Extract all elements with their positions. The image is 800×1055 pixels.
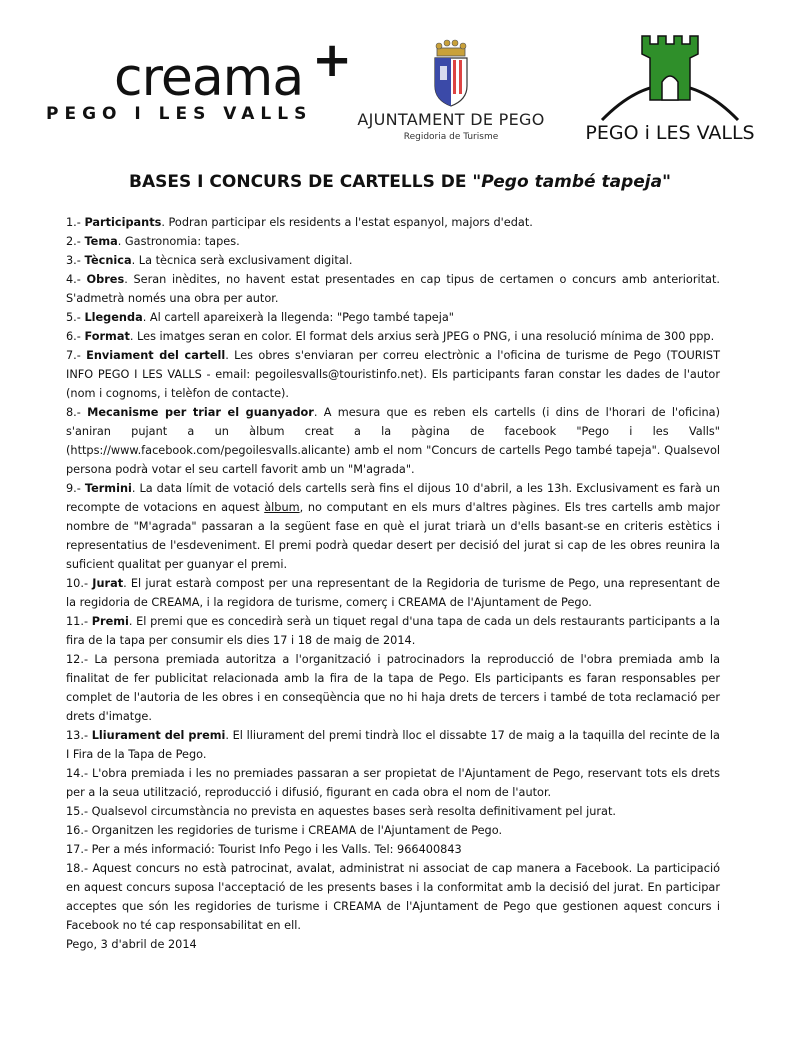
rule-number: 11.- <box>66 615 92 628</box>
rule-item <box>66 612 720 650</box>
rule-item <box>66 726 720 764</box>
creama-logo-word: creama <box>114 48 304 108</box>
rule-number: 9.- <box>66 482 85 495</box>
ajuntament-subtitle: Regidoria de Turisme <box>403 132 499 142</box>
rule-label: Tema <box>84 235 118 248</box>
rule-text: . Les obres s'enviaran per correu electrònic a l'oficina de turisme de Pego (TOURIST INFO PEGO I LES VALLS - email: pegoilesvalls@touristinfo.net). Els participants faran constar les dades de l'autor (nom i cognoms, i telèfon de contacte). <box>66 349 720 400</box>
rule-number: 4.- <box>66 273 87 286</box>
rule-text: . Podran participar els residents a l'estat espanyol, majors d'edat. <box>161 216 533 229</box>
rule-item <box>66 821 720 840</box>
rule-item <box>66 270 720 308</box>
document-title <box>0 172 800 192</box>
rule-text: Per a més informació: Tourist Info Pego i les Valls. Tel: 966400843 <box>91 843 462 856</box>
rules-body <box>66 213 720 954</box>
rule-number: 17.- <box>66 843 92 856</box>
rule-number: 12.- <box>66 653 95 666</box>
ajuntament-title: AJUNTAMENT DE PEGO <box>357 110 545 129</box>
rule-label: Mecanisme per triar el guanyador <box>87 406 314 419</box>
rule-label: Premi <box>91 615 129 628</box>
rule-number: 15.- <box>66 805 92 818</box>
rule-number: 7.- <box>66 349 87 362</box>
rule-item <box>66 479 720 574</box>
rule-number: 6.- <box>66 330 85 343</box>
rule-text: . El lliurament del premi tindrà lloc el dissabte 17 de maig a la taquilla del recinte de la I Fira de la Tapa de Pego. <box>66 729 720 761</box>
rule-text: . La tècnica serà exclusivament digital. <box>131 254 353 267</box>
rule-label: Termini <box>84 482 132 495</box>
rule-text: Aquest concurs no està patrocinat, avalat, administrat ni associat de cap manera a Facebook. La participació en aquest concurs suposa l'acceptació de les presents bases i la conformitat amb la decisió del jurat. En participar acceptes que són les regidories de turisme i CREAMA de l'Ajuntament de Pego que gestionen aquest concurs i Facebook no té cap responsabilitat en ell. <box>66 862 720 932</box>
pego-valls-logo <box>580 30 760 145</box>
rule-text: , no computant en els murs d'altres pàgines. Els tres cartells amb major nombre de "M'agrada" passaran a la següent fase en què el jurat triarà un d'ells basant-se en criteris estètics i representatius de l'esdeveniment. El premi podrà quedar desert per decisió del jurat si cap de les obres reunira la suficient qualitat per guanyar el premi. <box>66 501 720 571</box>
rule-number: 16.- <box>66 824 92 837</box>
creama-logo-plus: + <box>312 32 353 88</box>
rule-label: Llegenda <box>84 311 143 324</box>
rule-item <box>66 251 720 270</box>
rule-number: 18.- <box>66 862 93 875</box>
rule-number: 13.- <box>66 729 92 742</box>
album-link[interactable]: àlbum <box>264 501 300 514</box>
rule-text: . A mesura que es reben els cartells (i dins de l'horari de l'oficina) s'aniran pujant a un àlbum creat a la pàgina de facebook "Pego i les Valls" (https://www.facebook.com/pegoilesvalls.alicante) amb el nom "Concurs de cartells Pego també tapeja". Qualsevol persona podrà votar el seu cartell favorit amb un "M'agrada". <box>66 406 720 476</box>
rule-item <box>66 346 720 403</box>
rule-number: 10.- <box>66 577 93 590</box>
rule-item <box>66 403 720 479</box>
rule-item <box>66 232 720 251</box>
rule-label: Participants <box>84 216 162 229</box>
rule-item <box>66 764 720 802</box>
rule-item <box>66 840 720 859</box>
footer-date: Pego, 3 d'abril de 2014 <box>66 938 197 951</box>
rule-text: . El premi que es concedirà serà un tiquet regal d'una tapa de cada un dels restaurants participants a la fira de la tapa per consumir els dies 17 i 18 de maig de 2014. <box>66 615 720 647</box>
rule-label: Obres <box>86 273 125 286</box>
rule-item <box>66 213 720 232</box>
rule-item <box>66 859 720 935</box>
rule-item <box>66 802 720 821</box>
rule-item <box>66 650 720 726</box>
rule-number: 1.- <box>66 216 85 229</box>
rule-number: 2.- <box>66 235 85 248</box>
rule-label: Enviament del cartell <box>86 349 226 362</box>
tower-icon <box>580 30 760 122</box>
creama-logo <box>44 32 353 130</box>
rule-number: 14.- <box>66 767 92 780</box>
rule-text: Qualsevol circumstància no prevista en aquestes bases serà resolta definitivament pel jurat. <box>91 805 616 818</box>
rule-text: . Gastronomia: tapes. <box>117 235 240 248</box>
coat-of-arms-icon <box>429 38 473 108</box>
rule-label: Tècnica <box>84 254 132 267</box>
pego-valls-title: PEGO i LES VALLS <box>585 122 755 144</box>
rule-item <box>66 308 720 327</box>
rule-item <box>66 327 720 346</box>
rule-item <box>66 574 720 612</box>
rule-number: 3.- <box>66 254 85 267</box>
document-title-prefix: BASES I CONCURS DE CARTELLS DE <box>129 172 473 192</box>
rule-number: 8.- <box>66 406 88 419</box>
document-title-italic: "Pego també tapeja" <box>472 172 671 192</box>
rule-text: . La data límit de votació dels cartells serà fins el dijous 10 d'abril, a les 13h. Exclusivament es farà un recompte de votacions en aquest <box>66 482 720 514</box>
rule-text: . Seran inèdites, no havent estat presentades en cap tipus de certamen o concurs amb anterioritat. S'admetrà només una obra per autor. <box>66 273 720 305</box>
rule-label: Format <box>84 330 130 343</box>
ajuntament-logo <box>346 38 556 148</box>
rule-text: Organitzen les regidories de turisme i CREAMA de l'Ajuntament de Pego. <box>91 824 503 837</box>
rule-text: . Al cartell apareixerà la llegenda: "Pego també tapeja" <box>142 311 454 324</box>
rule-text: La persona premiada autoritza a l'organització i patrocinadors la reproducció de l'obra premiada amb la finalitat de fer publicitat relacionada amb la fira de la tapa de Pego. Els participants es faran responsables per complet de l'autoria de les obres i en conseqüència que no hi haja drets de tercers i també de tota reclamació per drets d'imatge. <box>66 653 720 723</box>
rule-text: . El jurat estarà compost per una representant de la Regidoria de turisme de Pego, una representant de la regidoria de CREAMA, i la regidora de turisme, comerç i CREAMA de l'Ajuntament de Pego. <box>66 577 720 609</box>
rule-label: Jurat <box>92 577 124 590</box>
rule-label: Lliurament del premi <box>91 729 226 742</box>
rule-text: . Les imatges seran en color. El format dels arxius serà JPEG o PNG, i una resolució mínima de 300 ppp. <box>129 330 715 343</box>
rule-text: L'obra premiada i les no premiades passaran a ser propietat de l'Ajuntament de Pego, reservant tots els drets per a la seua utilització, reproducció i difusió, figurant en cada obra el nom de l'autor. <box>66 767 720 799</box>
rule-number: 5.- <box>66 311 85 324</box>
creama-logo-subtitle: PEGO I LES VALLS <box>46 104 313 124</box>
